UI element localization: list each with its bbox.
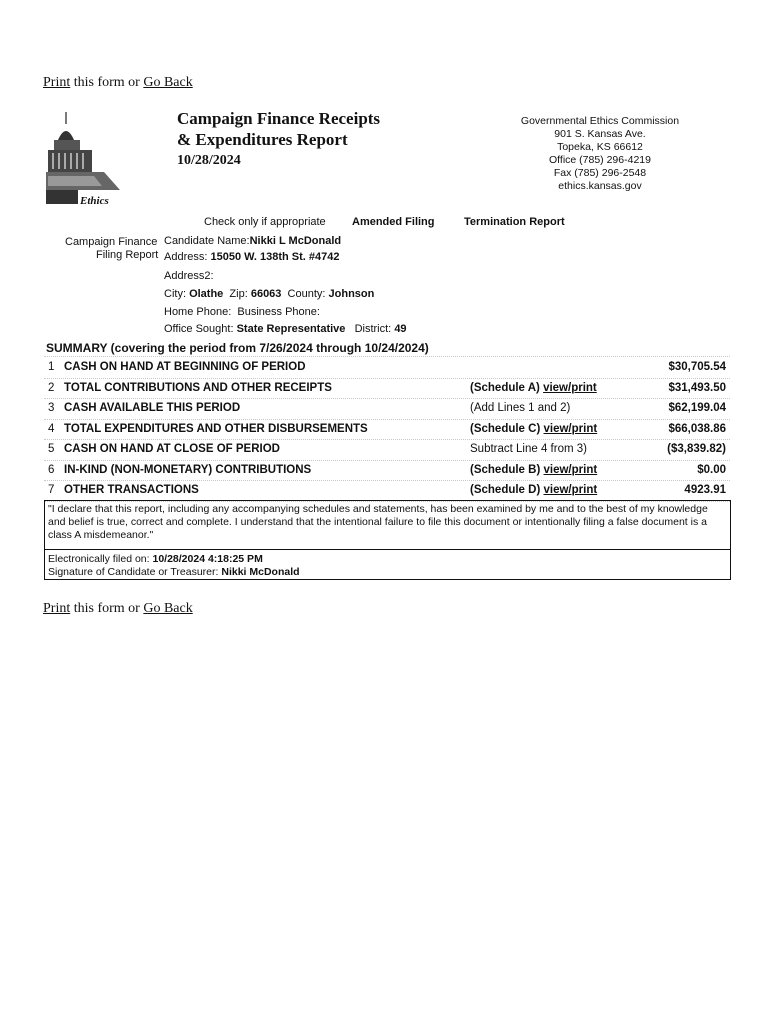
termination-report-option[interactable]: Termination Report [464,216,565,228]
office-line [164,323,407,335]
nav-middle-text: this form or [73,75,140,90]
nav-middle-text-bottom: this form or [73,601,140,616]
address2-line [164,270,214,282]
row-schedule: (Add Lines 1 and 2) [470,402,571,414]
address-label: Address: [164,251,208,263]
city-line [164,288,374,300]
county-label: County: [287,288,326,300]
agency-address-2: Topeka, KS 66612 [557,141,643,153]
top-nav [43,75,193,91]
schedule-label: (Schedule D) [470,484,541,496]
filed-line [45,550,730,566]
row-schedule [470,382,597,394]
row-number: 4 [48,422,55,435]
summary-title: SUMMARY (covering the period from 7/26/2024 through 10/24/2024) [46,341,429,355]
signature-line [45,566,730,579]
row-schedule: Subtract Line 4 from 3) [470,443,587,455]
summary-top-divider [44,356,730,357]
row-amount: $0.00 [697,463,726,476]
row-amount: 4923.91 [684,484,726,496]
row-amount: $30,705.54 [668,361,726,373]
go-back-link[interactable]: Go Back [143,75,193,90]
amended-filing-option[interactable]: Amended Filing [352,216,435,228]
schedule-d-view-print-link[interactable]: view/print [543,484,598,496]
report-date: 10/28/2024 [177,153,241,168]
row-number: 7 [48,484,55,496]
agency-name: Governmental Ethics Commission [520,115,680,127]
office-value: State Representative [236,323,346,335]
schedule-a-view-print-link[interactable]: view/print [543,381,597,394]
row-schedule [470,484,597,496]
go-back-link-bottom[interactable]: Go Back [143,601,193,616]
summary-row [44,481,730,502]
row-description: IN-KIND (NON-MONETARY) CONTRIBUTIONS [64,463,312,476]
side-label-filing-report: Filing Report [96,249,159,261]
row-description: TOTAL CONTRIBUTIONS AND OTHER RECEIPTS [64,381,332,394]
city-label: City: [164,288,186,300]
row-amount: $62,199.04 [668,402,726,414]
check-label: Check only if appropriate [204,216,326,228]
row-number: 2 [48,381,55,394]
summary-row [44,358,730,379]
print-link-bottom[interactable]: Print [43,601,71,616]
side-label-campaign-finance: Campaign Finance [65,236,158,248]
zip-label: Zip: [229,288,248,300]
capitol-dome-icon [44,110,128,208]
agency-address-1: 901 S. Kansas Ave. [554,128,646,140]
summary-row [44,399,730,420]
summary-row [44,420,730,441]
row-number: 1 [48,361,55,373]
row-amount: $31,493.50 [668,381,726,394]
agency-fax: Fax (785) 296-2548 [553,167,647,179]
schedule-label: (Schedule B) [470,463,541,476]
address2-label: Address2: [164,270,214,282]
row-description: OTHER TRANSACTIONS [64,484,199,496]
signature-value: Nikki McDonald [221,566,300,578]
report-title [177,108,380,171]
row-description: CASH AVAILABLE THIS PERIOD [64,402,241,414]
agency-info [500,115,700,193]
summary-table [44,358,730,502]
home-phone-label: Home Phone: [164,306,232,318]
row-amount: $66,038.86 [668,422,726,435]
candidate-name-label: Candidate Name: [164,235,250,247]
row-number: 6 [48,463,55,476]
title-line-2: & Expenditures Report [177,130,348,149]
schedule-c-view-print-link[interactable]: view/print [543,422,598,435]
address-line [164,251,340,263]
schedule-label: (Schedule C) [470,422,541,435]
district-label: District: [354,323,392,335]
agency-office-phone: Office (785) 296-4219 [549,154,651,166]
phone-line [164,306,320,318]
title-line-1: Campaign Finance Receipts [177,109,381,128]
business-phone-label: Business Phone: [237,306,320,318]
office-label: Office Sought: [164,323,234,335]
city-value: Olathe [189,288,224,300]
filed-value: 10/28/2024 4:18:25 PM [152,553,263,565]
row-schedule [470,423,597,435]
candidate-name: Nikki L McDonald [249,235,342,247]
district-value: 49 [394,323,407,335]
address-value: 15050 W. 138th St. #4742 [210,251,340,263]
summary-row [44,440,730,461]
declaration-box [44,500,731,580]
signature-label: Signature of Candidate or Treasurer: [48,566,219,578]
ethics-commission-logo [44,110,128,208]
summary-row [44,379,730,400]
row-number: 3 [48,402,55,414]
row-amount: ($3,839.82) [667,443,726,455]
row-number: 5 [48,443,55,455]
row-description: TOTAL EXPENDITURES AND OTHER DISBURSEMENTS [64,422,368,435]
schedule-label: (Schedule A) [470,381,540,394]
candidate-name-line [164,235,341,247]
bottom-nav [43,601,193,617]
row-schedule [470,464,597,476]
row-description: CASH ON HAND AT CLOSE OF PERIOD [64,443,280,455]
summary-row [44,461,730,482]
filed-label: Electronically filed on: [48,553,150,565]
declaration-text: "I declare that this report, including any accompanying schedules and statements, has been examined by me and to the best of my knowledge and belief is true, correct and complete. I understand that the intentional failure to file this document or intentionally filing a false document is a class A misdemeanor." [45,501,730,550]
schedule-b-view-print-link[interactable]: view/print [543,463,598,476]
print-link[interactable]: Print [43,75,71,90]
agency-website: ethics.kansas.gov [558,180,642,192]
row-description: CASH ON HAND AT BEGINNING OF PERIOD [64,361,306,373]
zip-value: 66063 [250,288,282,300]
logo-text: Ethics [80,195,109,207]
county-value: Johnson [328,288,375,300]
